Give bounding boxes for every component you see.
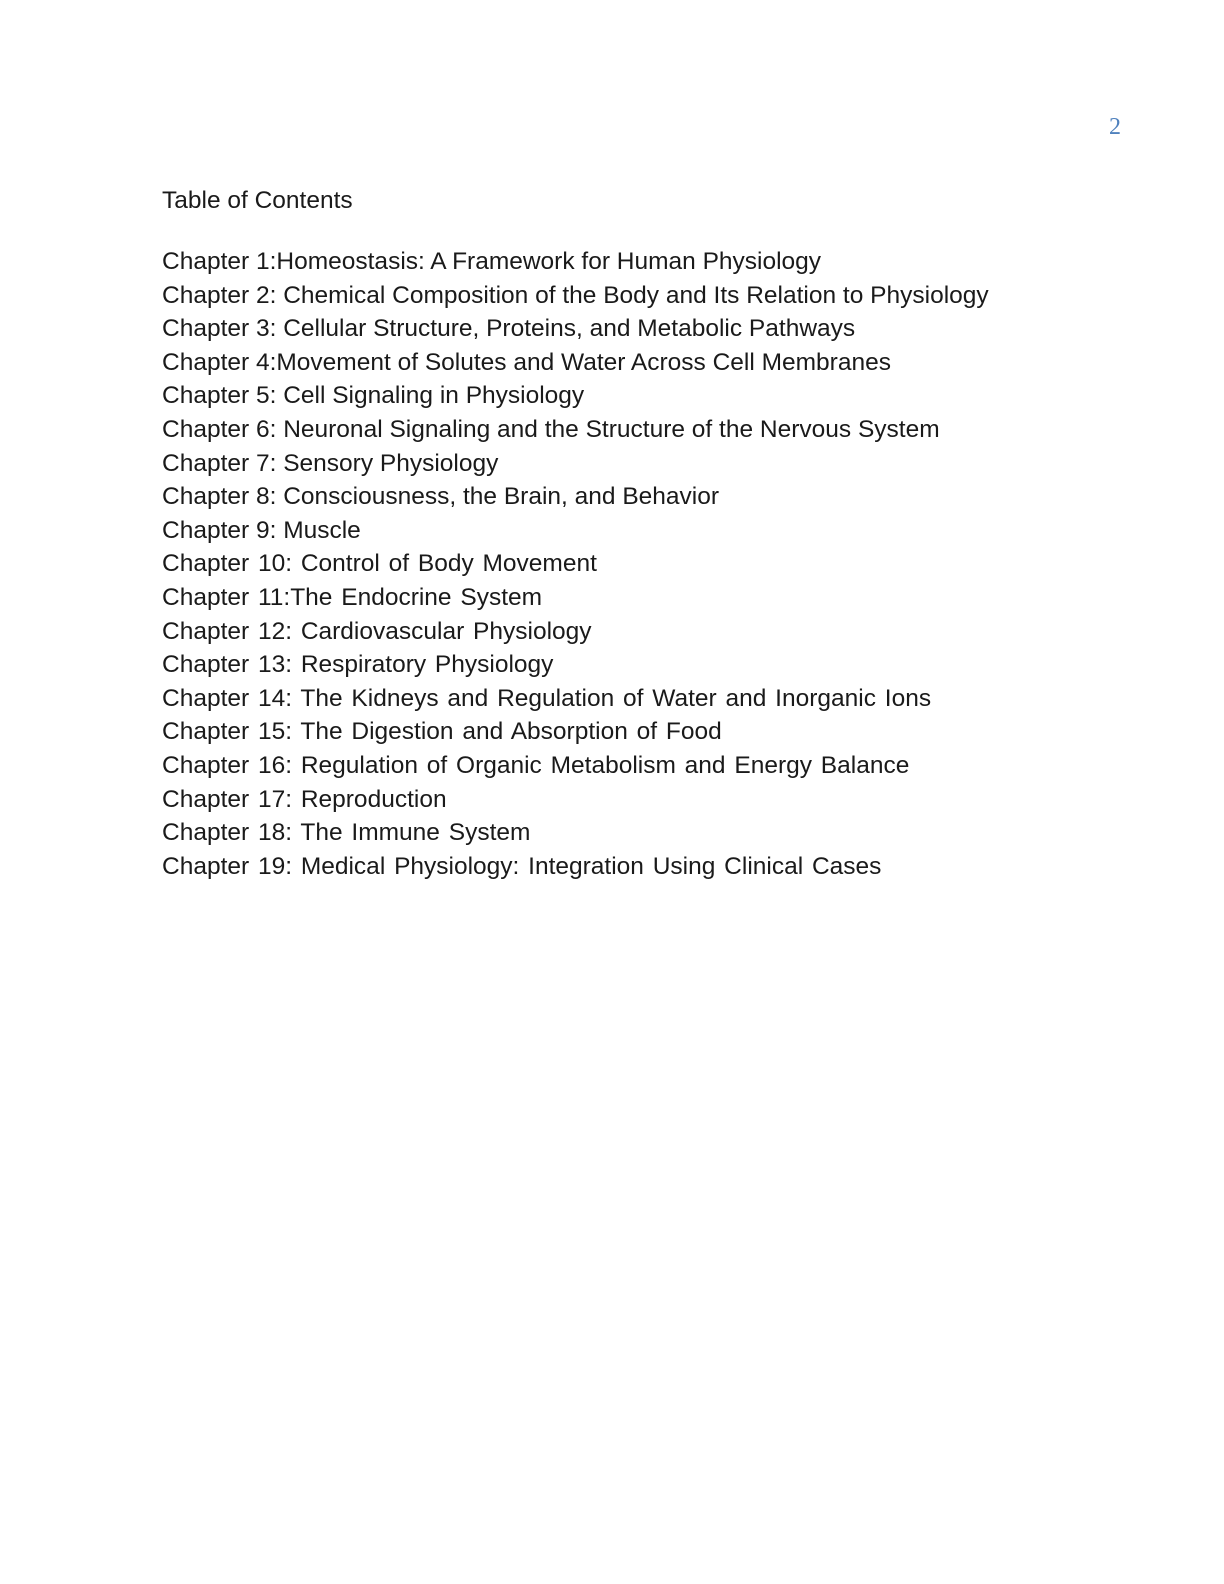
toc-item-chapter-17: Chapter 17: Reproduction [162, 785, 447, 813]
toc-item-chapter-12: Chapter 12: Cardiovascular Physiology [162, 617, 592, 645]
toc-item-chapter-7: Chapter 7: Sensory Physiology [162, 449, 499, 477]
toc-list [162, 245, 1122, 883]
toc-item-chapter-5: Chapter 5: Cell Signaling in Physiology [162, 382, 585, 410]
toc-item-chapter-14: Chapter 14: The Kidneys and Regulation of Water and Inorganic Ions [162, 684, 932, 712]
toc-item-chapter-11: Chapter 11:The Endocrine System [162, 583, 543, 611]
toc-item-chapter-3: Chapter 3: Cellular Structure, Proteins, and Metabolic Pathways [162, 315, 856, 343]
page-number: 2 [1109, 114, 1121, 140]
toc-item-chapter-15: Chapter 15: The Digestion and Absorption of Food [162, 718, 722, 746]
toc-item-chapter-9: Chapter 9: Muscle [162, 516, 361, 544]
toc-item-chapter-18: Chapter 18: The Immune System [162, 819, 531, 847]
toc-item-chapter-19: Chapter 19: Medical Physiology: Integration Using Clinical Cases [162, 852, 882, 880]
table-of-contents [162, 184, 1122, 883]
toc-item-chapter-10: Chapter 10: Control of Body Movement [162, 550, 597, 578]
toc-item-chapter-6: Chapter 6: Neuronal Signaling and the Structure of the Nervous System [162, 415, 940, 443]
toc-item-chapter-8: Chapter 8: Consciousness, the Brain, and Behavior [162, 483, 720, 511]
toc-item-chapter-4: Chapter 4:Movement of Solutes and Water Across Cell Membranes [162, 348, 891, 376]
toc-item-chapter-16: Chapter 16: Regulation of Organic Metabolism and Energy Balance [162, 751, 910, 779]
toc-title: Table of Contents [162, 187, 353, 214]
toc-item-chapter-13: Chapter 13: Respiratory Physiology [162, 651, 554, 679]
toc-item-chapter-1: Chapter 1:Homeostasis: A Framework for Human Physiology [162, 248, 822, 275]
toc-item-chapter-2: Chapter 2: Chemical Composition of the Body and Its Relation to Physiology [162, 281, 989, 309]
